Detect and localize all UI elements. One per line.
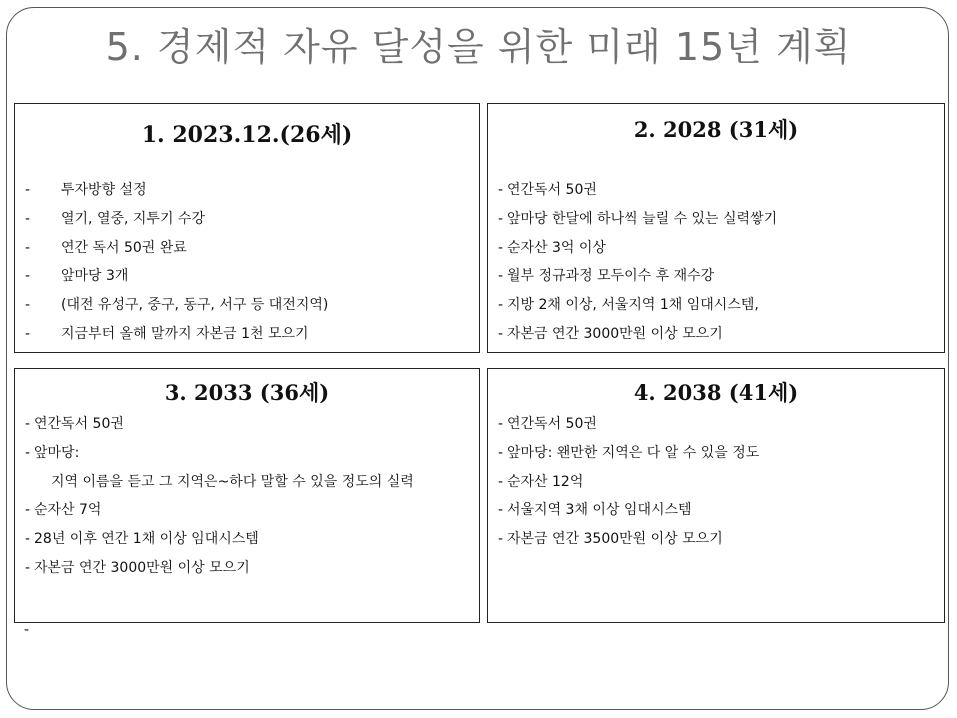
plan-panel-2038 [487, 368, 945, 623]
list-item [25, 415, 473, 444]
dash-bullet: - [498, 297, 504, 314]
dash-bullet: - [25, 182, 31, 198]
item-text: 연간 독서 50권 완료 [61, 239, 187, 256]
list-item [25, 444, 473, 473]
panel-heading: 4. 2038 (41세) [633, 380, 799, 405]
dash-bullet: - [25, 268, 31, 285]
list-item [498, 239, 938, 268]
list-item [498, 415, 938, 444]
item-text: 자본금 연간 3500만원 이상 모으기 [507, 531, 723, 548]
item-text: 자본금 연간 3000만원 이상 모으기 [34, 559, 250, 576]
dash-bullet: - [498, 182, 504, 198]
list-item [498, 296, 938, 325]
plan-item-list [25, 181, 473, 354]
item-text: 앞마당: [34, 444, 80, 461]
plan-panel-2033 [14, 368, 480, 623]
item-text: 연간독서 50권 [507, 182, 597, 198]
plan-item-list [498, 181, 938, 354]
item-text: 지방 2채 이상, 서울지역 1채 임대시스템, [507, 297, 759, 314]
panel-heading: 3. 2033 (36세) [164, 380, 330, 405]
dash-bullet: - [498, 210, 504, 227]
item-text: 연간독서 50권 [34, 416, 124, 432]
item-text: 자본금 연간 3000만원 이상 모으기 [507, 325, 723, 342]
list-item [25, 473, 473, 502]
panel-heading: 1. 2023.12.(26세) [141, 122, 353, 148]
item-text: 순자산 12억 [507, 473, 584, 490]
list-item [25, 239, 473, 268]
dash-bullet: - [498, 416, 504, 432]
dash-bullet: - [498, 325, 504, 342]
item-text: 투자방향 설정 [61, 182, 147, 198]
item-text: 지역 이름을 듣고 그 지역은~하다 말할 수 있을 정도의 실력 [51, 473, 414, 490]
list-item [25, 210, 473, 239]
dash-bullet: - [25, 325, 31, 342]
list-item [498, 501, 938, 530]
dash-bullet: - [498, 531, 504, 548]
dash-bullet: - [498, 473, 504, 490]
dash-bullet: - [25, 239, 31, 256]
slide-title: 5. 경제적 자유 달성을 위한 미래 15년 계획 [105, 25, 852, 69]
dash-bullet: - [25, 444, 31, 461]
item-text: 순자산 7억 [34, 502, 102, 519]
dash-bullet: - [25, 531, 31, 548]
list-item [498, 267, 938, 296]
plan-panel-2028 [487, 103, 945, 353]
list-item [25, 325, 473, 354]
item-text: 지금부터 올해 말까지 자본금 1천 모으기 [61, 325, 309, 342]
list-item [498, 210, 938, 239]
dash-bullet: - [498, 239, 504, 256]
panel-heading: 2. 2028 (31세) [633, 117, 799, 142]
list-item [25, 559, 473, 588]
dash-bullet: - [498, 502, 504, 519]
item-text: 28년 이후 연간 1채 이상 임대시스템 [34, 531, 259, 548]
dash-bullet: - [498, 268, 504, 285]
dash-bullet: - [25, 559, 31, 576]
item-text: 앞마당 한달에 하나씩 늘릴 수 있는 실력쌓기 [507, 210, 778, 227]
item-text: 순자산 3억 이상 [507, 239, 606, 256]
list-item [498, 181, 938, 210]
plan-item-list [498, 415, 938, 559]
trailing-dash: - [24, 622, 30, 638]
plan-item-list [25, 415, 473, 588]
list-item [25, 267, 473, 296]
item-text: (대전 유성구, 중구, 동구, 서구 등 대전지역) [61, 297, 329, 314]
dash-bullet: - [498, 444, 504, 461]
list-item [498, 530, 938, 559]
dash-bullet: - [25, 210, 31, 227]
list-item [498, 473, 938, 502]
list-item [25, 530, 473, 559]
item-text: 앞마당: 왠만한 지역은 다 알 수 있을 정도 [507, 444, 760, 461]
dash-bullet: - [25, 416, 31, 432]
dash-bullet: - [25, 297, 31, 314]
list-item [25, 296, 473, 325]
list-item [498, 325, 938, 354]
list-item [498, 444, 938, 473]
list-item [25, 181, 473, 210]
dash-bullet: - [25, 502, 31, 519]
item-text: 월부 정규과정 모두이수 후 재수강 [507, 268, 715, 285]
item-text: 앞마당 3개 [61, 268, 129, 285]
item-text: 열기, 열중, 지투기 수강 [61, 210, 205, 227]
item-text: 서울지역 3채 이상 임대시스템 [507, 502, 692, 519]
plan-panel-2023 [14, 103, 480, 353]
item-text: 연간독서 50권 [507, 416, 597, 432]
list-item [25, 501, 473, 530]
